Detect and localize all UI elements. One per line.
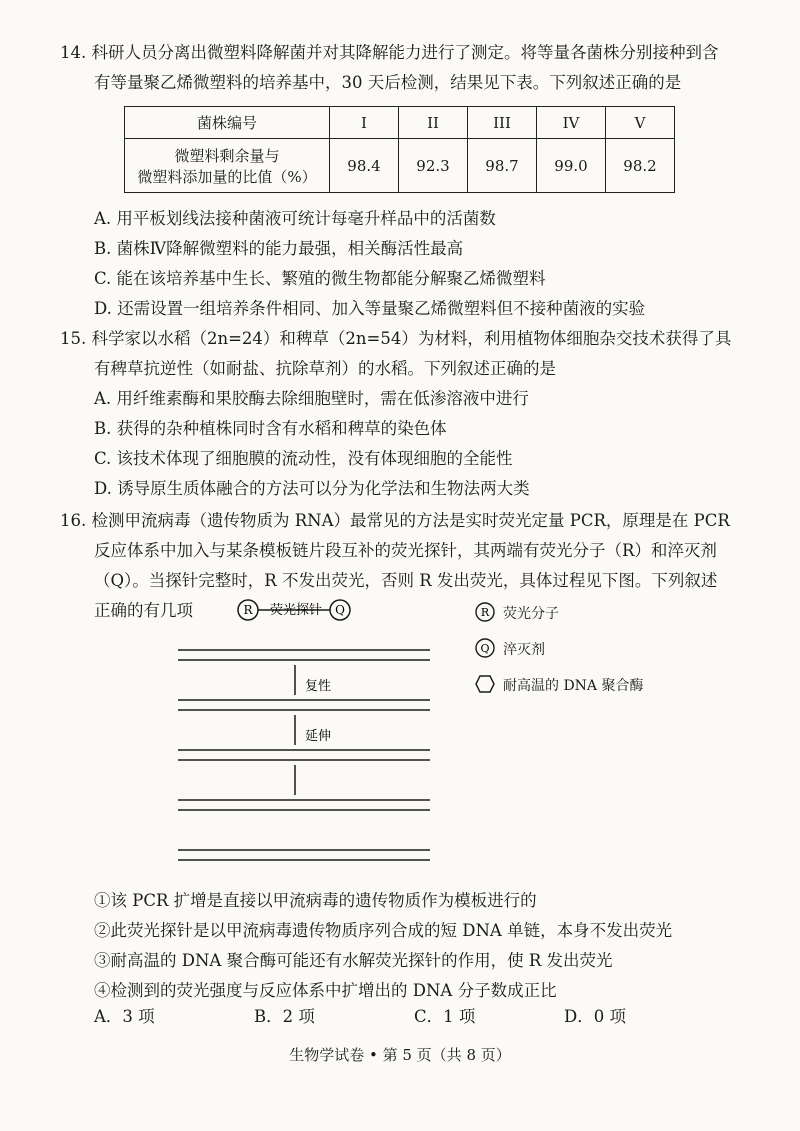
- th-strain-id: 菌株编号: [125, 107, 330, 139]
- q15-stem-line1: 15. 科学家以水稻（2n=24）和稗草（2n=54）为材料，利用植物体细胞杂交技术获得了具: [60, 329, 732, 348]
- cell: 98.4: [330, 139, 399, 193]
- q16-stem-line3: （Q）。当探针完整时，R 不发出荧光，否则 R 发出荧光，具体过程见下图。下列叙述: [94, 571, 718, 590]
- footer: 生物学试卷 • 第 5 页（共 8 页）: [289, 1046, 511, 1064]
- q16-stem-line2: 反应体系中加入与某条模板链片段互补的荧光探针，其两端有荧光分子（R）和淬灭剂: [94, 541, 717, 560]
- q15-stem-line2: 有稗草抗逆性（如耐盐、抗除草剂）的水稻。下列叙述正确的是: [94, 359, 556, 378]
- row-label: 微塑料剩余量与 微塑料添加量的比值（%）: [125, 139, 330, 193]
- q14-stem-line1: 14. 科研人员分离出微塑料降解菌并对其降解能力进行了测定。将等量各菌株分别接种到含: [60, 43, 719, 62]
- q15-option-b: B. 获得的杂种植株同时含有水稻和稗草的染色体: [94, 419, 447, 438]
- legend-r-symbol: R: [480, 606, 490, 619]
- th-col: IV: [537, 107, 606, 139]
- q14-option-d: D. 还需设置一组培养条件相同、加入等量聚乙烯微塑料但不接种菌液的实验: [94, 299, 646, 318]
- q16-option-d: D．0 项: [564, 1007, 626, 1026]
- diagram-r-label: R: [243, 603, 253, 617]
- q14-option-a: A. 用平板划线法接种菌液可统计每毫升样品中的活菌数: [94, 209, 496, 228]
- q14-stem-line2: 有等量聚乙烯微塑料的培养基中，30 天后检测，结果见下表。下列叙述正确的是: [94, 73, 682, 92]
- q15-option-a: A. 用纤维素酶和果胶酶去除细胞壁时，需在低渗溶液中进行: [94, 389, 529, 408]
- q14-option-c: C. 能在该培养基中生长、繁殖的微生物都能分解聚乙烯微塑料: [94, 269, 546, 288]
- cell: 99.0: [537, 139, 606, 193]
- cell: 98.2: [606, 139, 675, 193]
- q16-statement-4: ④检测到的荧光强度与反应体系中扩增出的 DNA 分子数成正比: [94, 981, 557, 1000]
- q14-option-b: B. 菌株Ⅳ降解微塑料的能力最强，相关酶活性最高: [94, 239, 464, 258]
- cell: 98.7: [468, 139, 537, 193]
- q16-statement-1: ①该 PCR 扩增是直接以甲流病毒的遗传物质作为模板进行的: [94, 891, 537, 910]
- cell: 92.3: [399, 139, 468, 193]
- q15-option-d: D. 诱导原生质体融合的方法可以分为化学法和生物法两大类: [94, 479, 530, 498]
- q16-statement-3: ③耐高温的 DNA 聚合酶可能还有水解荧光探针的作用，使 R 发出荧光: [94, 951, 613, 970]
- legend-quencher: 淬灭剂: [503, 642, 545, 658]
- q15-option-c: C. 该技术体现了细胞膜的流动性，没有体现细胞的全能性: [94, 449, 513, 468]
- diagram-step1: 复性: [305, 679, 332, 694]
- results-table: [124, 106, 675, 193]
- q16-option-b: B．2 项: [254, 1007, 315, 1026]
- th-col: I: [330, 107, 399, 139]
- th-col: III: [468, 107, 537, 139]
- q16-option-a: A．3 项: [94, 1007, 155, 1026]
- th-col: V: [606, 107, 675, 139]
- q16-stem-line1: 16. 检测甲流病毒（遗传物质为 RNA）最常见的方法是实时荧光定量 PCR，原理是在 PCR: [60, 511, 730, 530]
- q16-option-c: C．1 项: [414, 1007, 476, 1026]
- diagram-step2: 延伸: [305, 729, 332, 744]
- q16-statement-2: ②此荧光探针是以甲流病毒遗传物质序列合成的短 DNA 单链，本身不发出荧光: [94, 921, 673, 940]
- diagram-q-label: Q: [335, 603, 345, 617]
- diagram-probe-label: 荧光探针: [270, 603, 323, 618]
- legend-q-symbol: Q: [480, 642, 490, 655]
- q16-stem-line4: 正确的有几项: [94, 601, 193, 620]
- th-col: II: [399, 107, 468, 139]
- legend-enzyme: 耐高温的 DNA 聚合酶: [503, 678, 644, 694]
- legend-fluorescent-molecule: 荧光分子: [503, 606, 559, 622]
